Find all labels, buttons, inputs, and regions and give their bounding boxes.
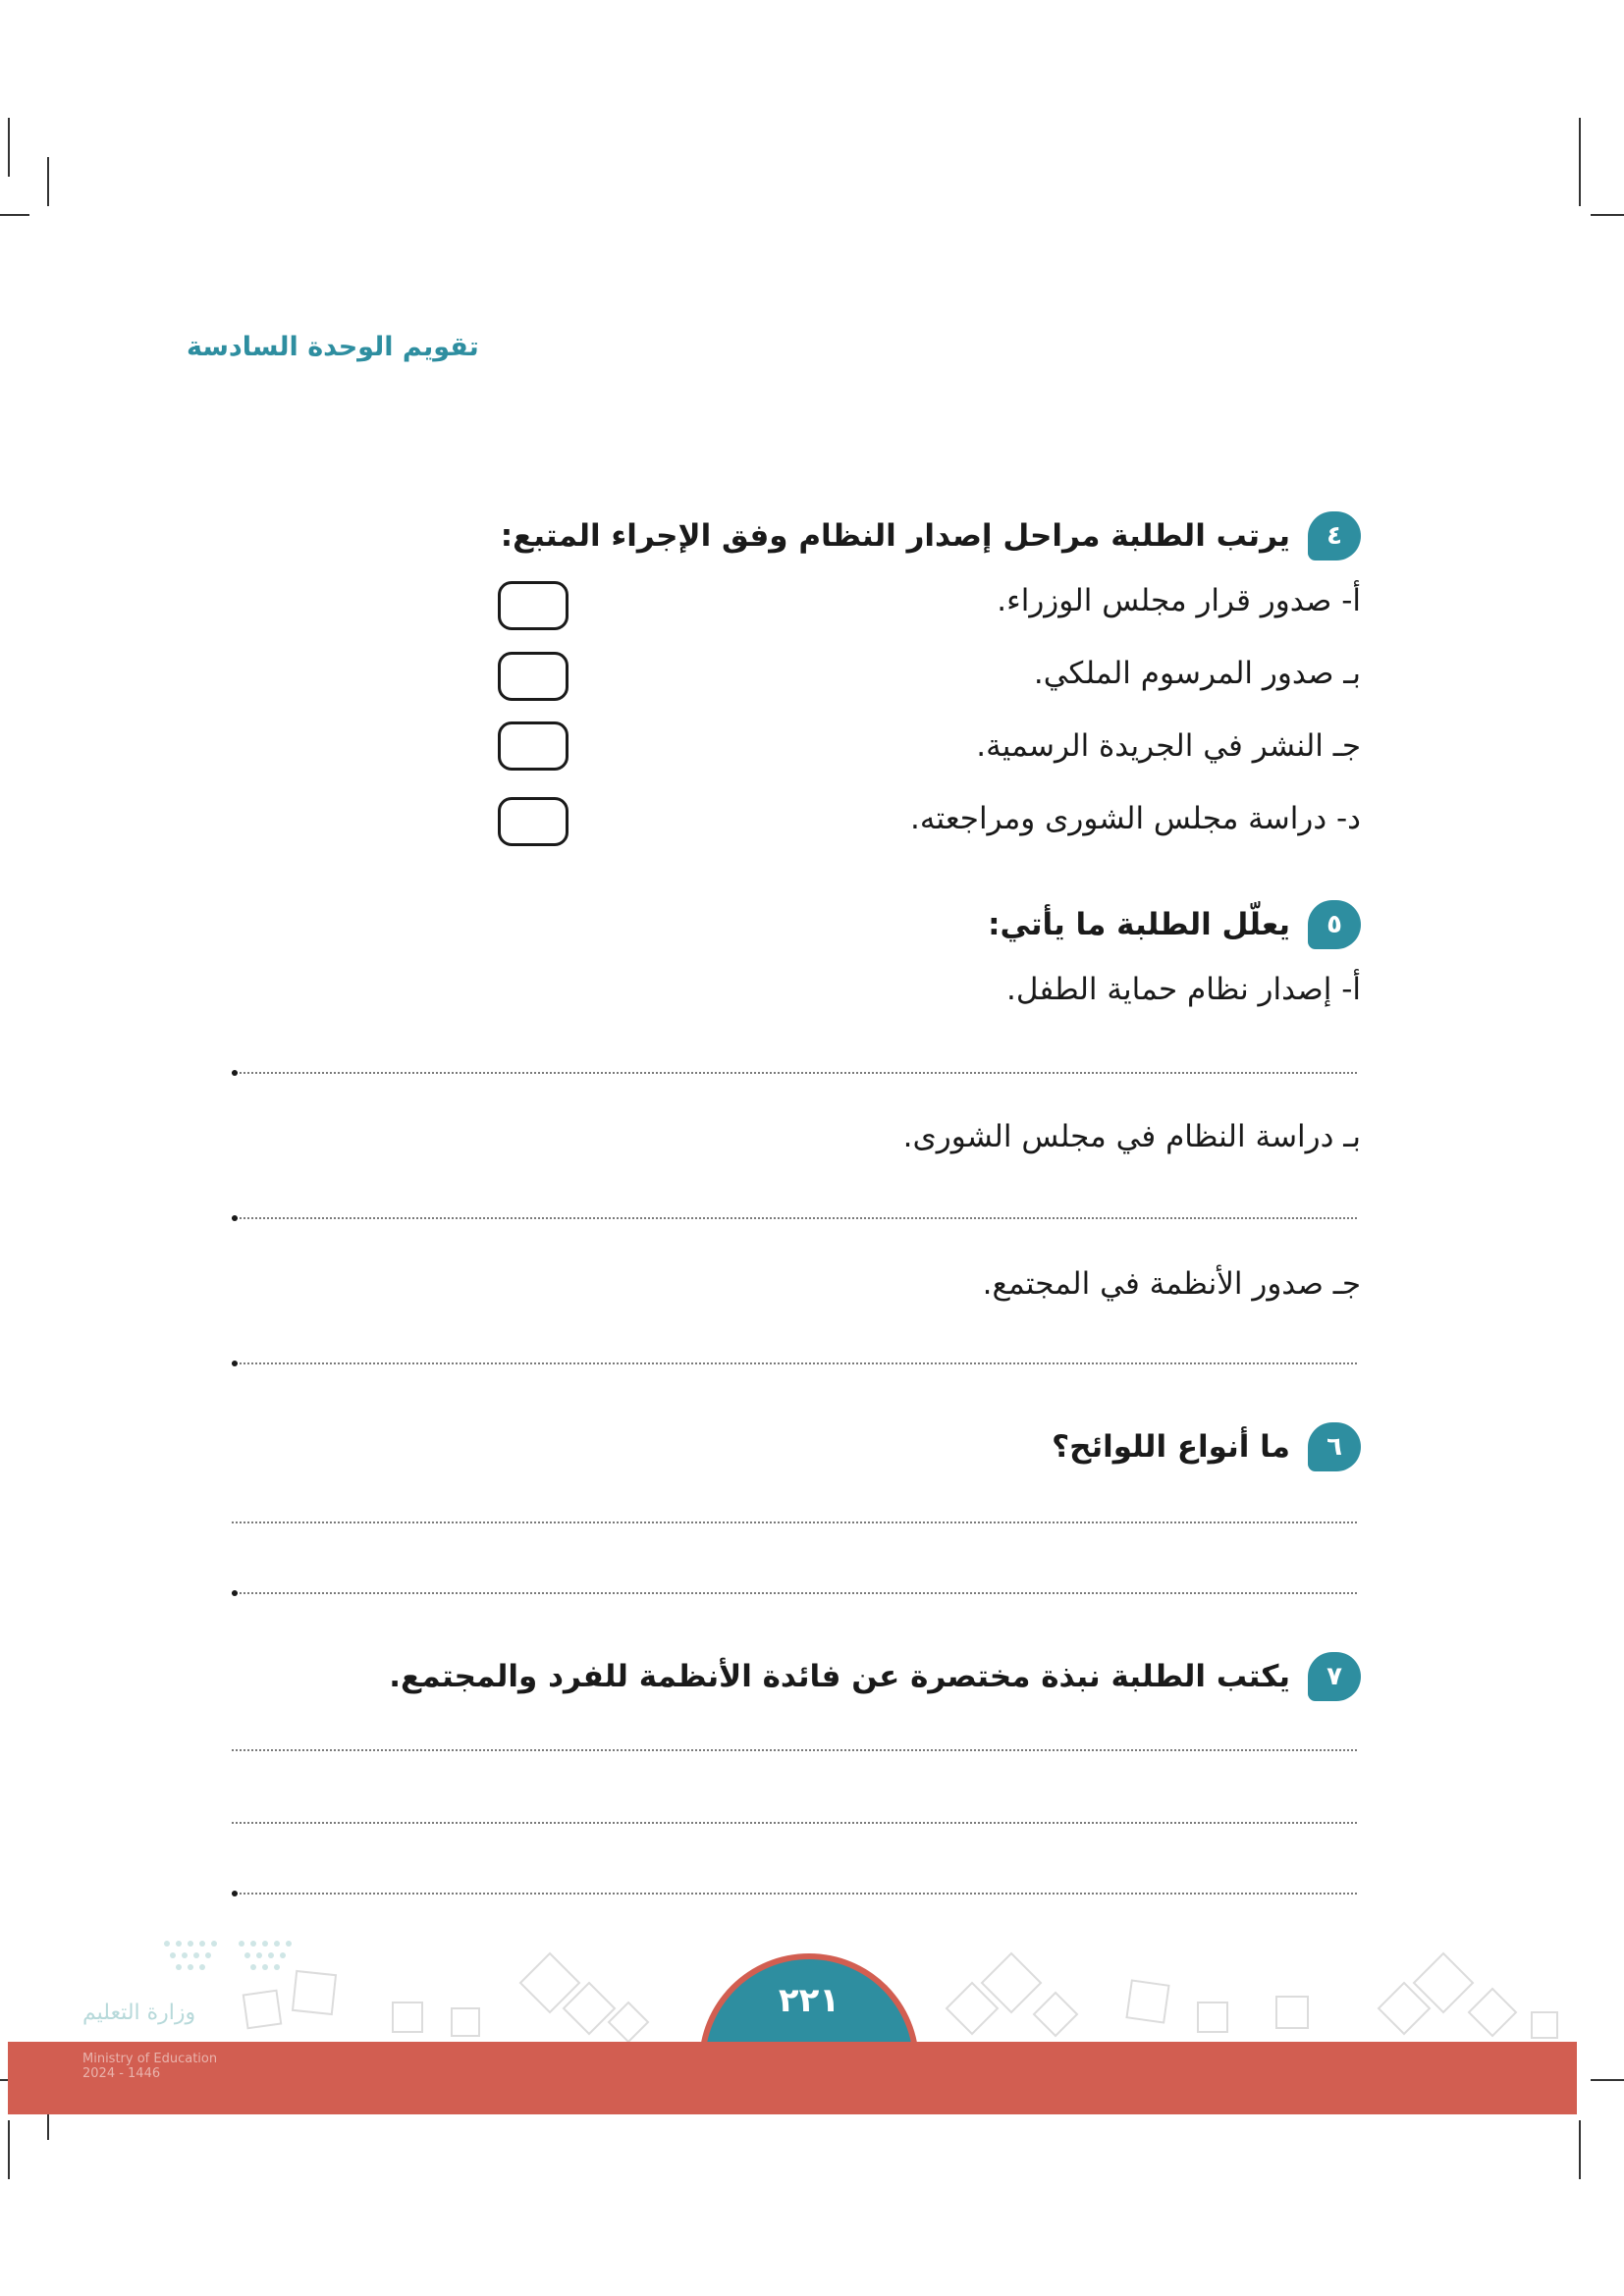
- ministry-logo-text: وزارة التعليم: [82, 2001, 196, 2025]
- reason-item: أ- إصدار نظام حماية الطفل.: [1006, 972, 1361, 1007]
- reason-item: بـ دراسة النظام في مجلس الشورى.: [902, 1119, 1361, 1154]
- crop-mark: [1591, 214, 1624, 216]
- question-title: يكتب الطلبة نبذة مختصرة عن فائدة الأنظمة للفرد والمجتمع.: [389, 1659, 1290, 1694]
- question-number-badge: ٤: [1308, 511, 1361, 561]
- answer-line[interactable]: [232, 1893, 1357, 1895]
- answer-line[interactable]: [232, 1522, 1357, 1523]
- crop-mark: [47, 157, 49, 206]
- order-answer-box[interactable]: [498, 721, 568, 771]
- question-number-badge: ٦: [1308, 1422, 1361, 1471]
- question-number-badge: ٧: [1308, 1652, 1361, 1701]
- order-answer-box[interactable]: [498, 652, 568, 701]
- answer-line[interactable]: [232, 1592, 1357, 1594]
- question-7-heading: [389, 1649, 1361, 1704]
- ordering-item: أ- صدور قرار مجلس الوزراء.: [997, 583, 1361, 618]
- reason-item: جـ صدور الأنظمة في المجتمع.: [982, 1266, 1361, 1302]
- answer-line[interactable]: [232, 1072, 1357, 1074]
- question-6-heading: [1052, 1419, 1361, 1474]
- crop-mark: [1579, 2120, 1581, 2179]
- line-end-dot: [232, 1070, 238, 1076]
- question-title: ما أنواع اللوائح؟: [1052, 1429, 1290, 1465]
- question-title: يرتب الطلبة مراحل إصدار النظام وفق الإجراء المتبع:: [500, 518, 1290, 554]
- question-4-heading: [501, 508, 1361, 563]
- ordering-item: جـ النشر في الجريدة الرسمية.: [976, 728, 1361, 764]
- line-end-dot: [232, 1891, 238, 1896]
- line-end-dot: [232, 1215, 238, 1221]
- crop-mark: [1579, 157, 1581, 206]
- crop-mark: [1591, 2079, 1624, 2081]
- ministry-logo-subtext: Ministry of Education 2024 - 1446: [82, 2052, 218, 2081]
- answer-line[interactable]: [232, 1749, 1357, 1751]
- page-number: ٢٢١: [778, 1981, 840, 2020]
- question-title: يعلّل الطلبة ما يأتي:: [988, 907, 1290, 942]
- order-answer-box[interactable]: [498, 797, 568, 846]
- crop-mark: [8, 118, 10, 177]
- line-end-dot: [232, 1361, 238, 1366]
- question-number-badge: ٥: [1308, 900, 1361, 949]
- answer-line[interactable]: [232, 1822, 1357, 1824]
- answer-line[interactable]: [232, 1217, 1357, 1219]
- line-end-dot: [232, 1590, 238, 1596]
- answer-line[interactable]: [232, 1362, 1357, 1364]
- crop-mark: [0, 214, 29, 216]
- order-answer-box[interactable]: [498, 581, 568, 630]
- crop-mark: [8, 2120, 10, 2179]
- ordering-item: بـ صدور المرسوم الملكي.: [1033, 656, 1361, 691]
- ordering-item: د- دراسة مجلس الشورى ومراجعته.: [910, 801, 1361, 836]
- question-5-heading: [988, 897, 1361, 952]
- page-header-title: تقويم الوحدة السادسة: [187, 332, 479, 362]
